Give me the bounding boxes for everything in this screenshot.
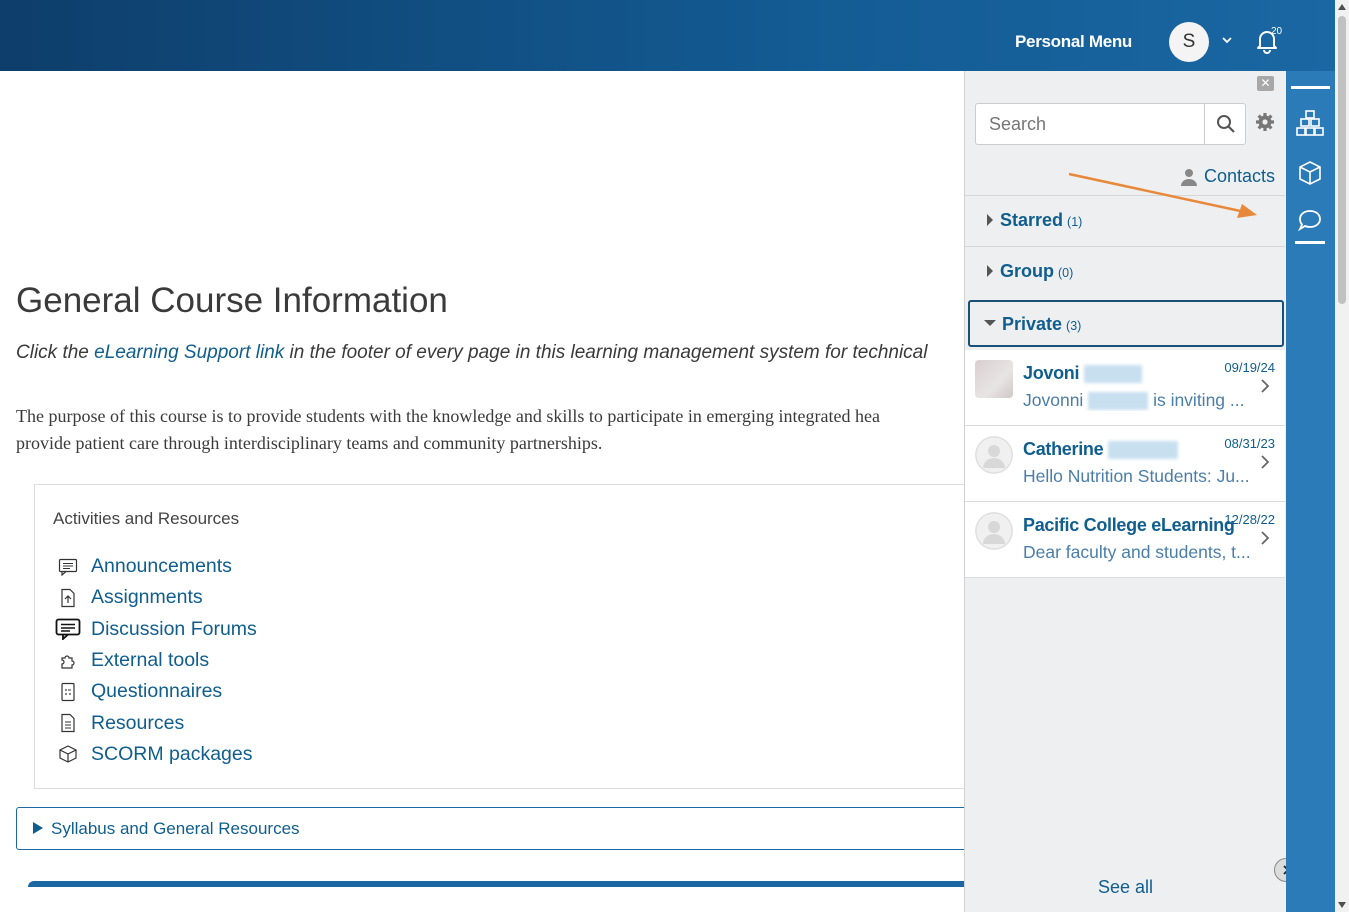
questionnaire-icon	[55, 682, 81, 702]
contact-name: Jovoni	[1023, 363, 1080, 383]
preview-start: Jovonni	[1023, 390, 1084, 410]
notification-count-badge: 20	[1271, 26, 1283, 37]
section-count: (3)	[1066, 319, 1082, 333]
page-title: General Course Information	[16, 281, 448, 320]
conversation-preview: Dear faculty and students, t...	[1023, 542, 1251, 562]
rail-divider	[1291, 86, 1330, 89]
chevron-right-icon	[1259, 530, 1271, 546]
conversation-name	[1023, 363, 1142, 384]
close-drawer-button[interactable]: ✕	[1257, 76, 1274, 91]
section-label	[1002, 314, 1081, 335]
activity-label: Questionnaires	[91, 680, 223, 703]
rail-active-indicator	[1295, 241, 1325, 244]
document-icon	[55, 713, 81, 733]
discussion-icon	[55, 619, 81, 639]
activity-label: Resources	[91, 711, 185, 734]
section-title: Group	[1000, 261, 1054, 281]
puzzle-icon	[55, 651, 81, 671]
conversation-date: 09/19/24	[1224, 360, 1275, 375]
section-title: Starred	[1000, 210, 1064, 230]
gear-icon[interactable]	[1255, 111, 1275, 133]
search-input[interactable]	[976, 104, 1204, 144]
intro-text-after: in the footer of every page in this learning management system for technical	[284, 342, 928, 363]
activity-discussion-forums[interactable]	[55, 614, 257, 645]
elearning-support-link[interactable]: eLearning Support link	[94, 342, 285, 363]
conversation-date: 08/31/23	[1224, 436, 1275, 451]
conversation-item[interactable]	[965, 350, 1285, 426]
activity-label: SCORM packages	[91, 742, 253, 765]
intro-text	[16, 342, 927, 364]
section-count: (1)	[1067, 215, 1083, 229]
scrollbar-thumb[interactable]	[1338, 16, 1346, 304]
conversation-item[interactable]	[965, 502, 1285, 578]
annotation-arrow	[1065, 168, 1265, 223]
syllabus-section-toggle[interactable]	[16, 807, 964, 850]
contacts-label: Contacts	[1204, 166, 1276, 186]
page-scrollbar[interactable]	[1335, 0, 1349, 912]
section-group[interactable]	[965, 246, 1285, 297]
scroll-down-arrow-icon[interactable]	[1338, 902, 1346, 908]
syllabus-label: Syllabus and General Resources	[51, 819, 300, 838]
personal-menu-link[interactable]: Personal Menu	[1015, 32, 1133, 51]
activity-questionnaires[interactable]	[55, 676, 257, 707]
message-search	[975, 103, 1246, 145]
activity-external-tools[interactable]	[55, 645, 257, 676]
top-navbar	[0, 0, 1335, 71]
chevron-right-icon	[1259, 454, 1271, 470]
preview-end: is inviting ...	[1148, 390, 1245, 410]
activity-label: Discussion Forums	[91, 617, 257, 640]
search-button[interactable]	[1204, 104, 1246, 144]
expand-triangle-icon	[33, 822, 43, 834]
contact-name: Catherine	[1023, 439, 1104, 459]
conversation-name: Pacific College eLearning	[1023, 515, 1235, 535]
activity-assignments[interactable]	[55, 582, 257, 613]
avatar	[975, 360, 1013, 398]
activity-announcements[interactable]	[55, 551, 257, 582]
chevron-down-icon[interactable]	[1220, 33, 1234, 47]
main-content	[0, 71, 964, 912]
cubes-icon[interactable]	[1294, 107, 1326, 139]
section-label	[1000, 261, 1073, 282]
avatar	[975, 512, 1013, 550]
conversation-name	[1023, 439, 1178, 460]
assignment-icon	[55, 588, 81, 608]
activity-label: Assignments	[91, 586, 203, 609]
collapsed-triangle-icon	[987, 265, 993, 277]
right-block-rail	[1286, 71, 1335, 912]
see-all-link[interactable]: See all	[1098, 877, 1154, 897]
intro-text-before: Click the	[16, 342, 95, 363]
activities-resources-block	[34, 484, 964, 789]
avatar	[975, 436, 1013, 474]
search-icon	[1216, 114, 1236, 134]
activities-list	[55, 551, 257, 770]
scroll-up-arrow-icon[interactable]	[1338, 4, 1346, 10]
conversation-preview: Hello Nutrition Students: Ju...	[1023, 466, 1250, 486]
course-purpose-text	[16, 403, 964, 457]
redacted-text	[1108, 441, 1178, 459]
redacted-text	[1084, 365, 1142, 383]
redacted-text	[1088, 392, 1148, 410]
cube-icon[interactable]	[1294, 157, 1326, 189]
activity-label: External tools	[91, 649, 210, 672]
conversation-item[interactable]	[965, 426, 1285, 502]
section-title: Private	[1002, 314, 1063, 334]
section-top-border	[28, 881, 964, 887]
activities-title: Activities and Resources	[53, 509, 240, 528]
conversation-date: 12/28/22	[1224, 512, 1275, 527]
activity-resources[interactable]	[55, 707, 257, 738]
package-icon	[55, 744, 81, 764]
activity-scorm-packages[interactable]	[55, 739, 257, 770]
chat-bubble-icon[interactable]	[1294, 205, 1326, 237]
purpose-line-2: provide patient care through interdisciplinary teams and community partnerships.	[16, 433, 603, 453]
expanded-triangle-icon	[984, 320, 996, 326]
conversation-preview	[1023, 390, 1253, 411]
section-private[interactable]	[968, 300, 1284, 347]
activity-label: Announcements	[91, 555, 232, 578]
section-count: (0)	[1058, 266, 1074, 280]
user-avatar[interactable]: S	[1169, 22, 1209, 62]
chevron-right-icon	[1259, 378, 1271, 394]
forum-icon	[55, 557, 81, 577]
collapsed-triangle-icon	[987, 214, 993, 226]
purpose-line-1: The purpose of this course is to provide students with the knowledge and skills to participate in emerging integrated hea	[16, 406, 880, 426]
